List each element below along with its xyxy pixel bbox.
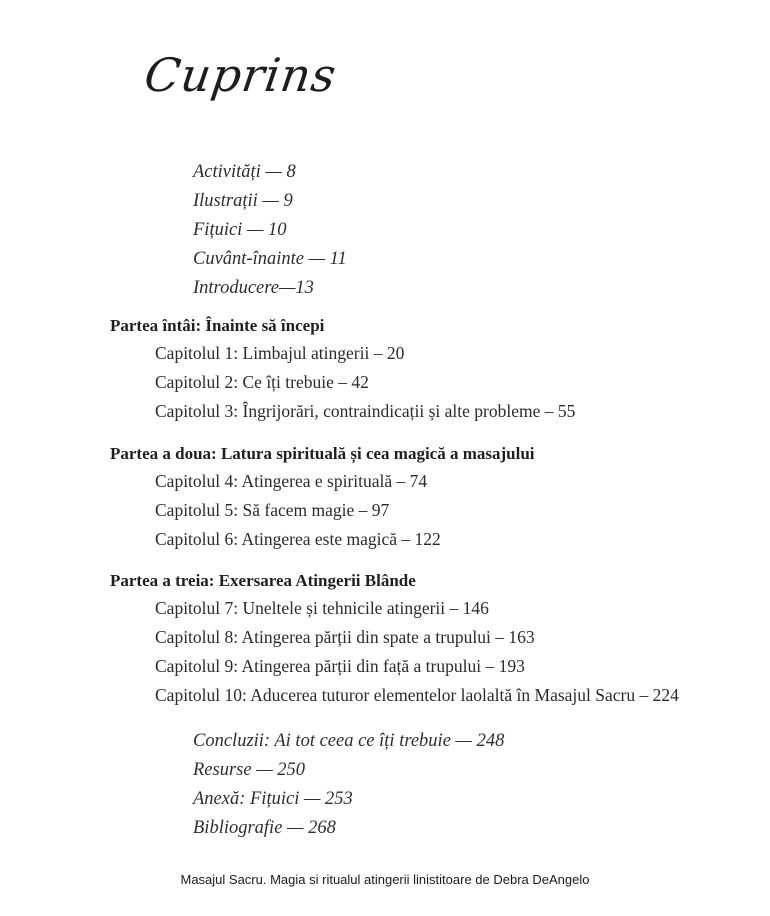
part-1-title[interactable]: Partea întâi: Înainte să începi bbox=[110, 316, 325, 335]
chapter-9[interactable]: Capitolul 9: Atingerea părții din față a trupului – 193 bbox=[155, 656, 525, 676]
chapter-5[interactable]: Capitolul 5: Să facem magie – 97 bbox=[155, 500, 390, 520]
part-2-title[interactable]: Partea a doua: Latura spirituală și cea magică a masajului bbox=[110, 444, 535, 463]
chapter-1[interactable]: Capitolul 1: Limbajul atingerii – 20 bbox=[155, 343, 405, 363]
chapter-2[interactable]: Capitolul 2: Ce îți trebuie – 42 bbox=[155, 372, 369, 392]
chapter-3[interactable]: Capitolul 3: Îngrijorări, contraindicații și alte probleme – 55 bbox=[155, 401, 576, 421]
chapter-10[interactable]: Capitolul 10: Aducerea tuturor elementelor laolaltă în Masajul Sacru – 224 bbox=[155, 685, 679, 705]
toc-entry-anexa[interactable]: Anexă: Fițuici — 253 bbox=[193, 789, 353, 809]
toc-entry-concluzii[interactable]: Concluzii: Ai tot ceea ce îți trebuie — 248 bbox=[193, 731, 505, 751]
back-matter-list bbox=[193, 727, 504, 843]
part-3 bbox=[110, 568, 679, 710]
part-1 bbox=[110, 313, 575, 426]
page-footer: Masajul Sacru. Magia si ritualul atingerii linistitoare de Debra DeAngelo bbox=[180, 872, 590, 887]
part-3-title[interactable]: Partea a treia: Exersarea Atingerii Blânde bbox=[110, 571, 416, 590]
page-title: Cuprins bbox=[141, 48, 340, 102]
chapter-8[interactable]: Capitolul 8: Atingerea părții din spate a trupului – 163 bbox=[155, 627, 535, 647]
chapter-6[interactable]: Capitolul 6: Atingerea este magică – 122 bbox=[155, 529, 441, 549]
toc-entry-bibliografie[interactable]: Bibliografie — 268 bbox=[193, 818, 336, 838]
toc-entry-activitati[interactable]: Activități — 8 bbox=[193, 162, 296, 182]
toc-entry-introducere[interactable]: Introducere—13 bbox=[193, 278, 314, 298]
chapter-7[interactable]: Capitolul 7: Uneltele și tehnicile atingerii – 146 bbox=[155, 598, 489, 618]
toc-entry-fituici[interactable]: Fițuici — 10 bbox=[193, 220, 287, 240]
toc-entry-ilustratii[interactable]: Ilustrații — 9 bbox=[193, 191, 293, 211]
part-2 bbox=[110, 441, 535, 554]
toc-entry-cuvant-inainte[interactable]: Cuvânt-înainte — 11 bbox=[193, 249, 347, 269]
front-matter-list bbox=[193, 158, 347, 303]
toc-entry-resurse[interactable]: Resurse — 250 bbox=[193, 760, 306, 780]
chapter-4[interactable]: Capitolul 4: Atingerea e spirituală – 74 bbox=[155, 471, 428, 491]
